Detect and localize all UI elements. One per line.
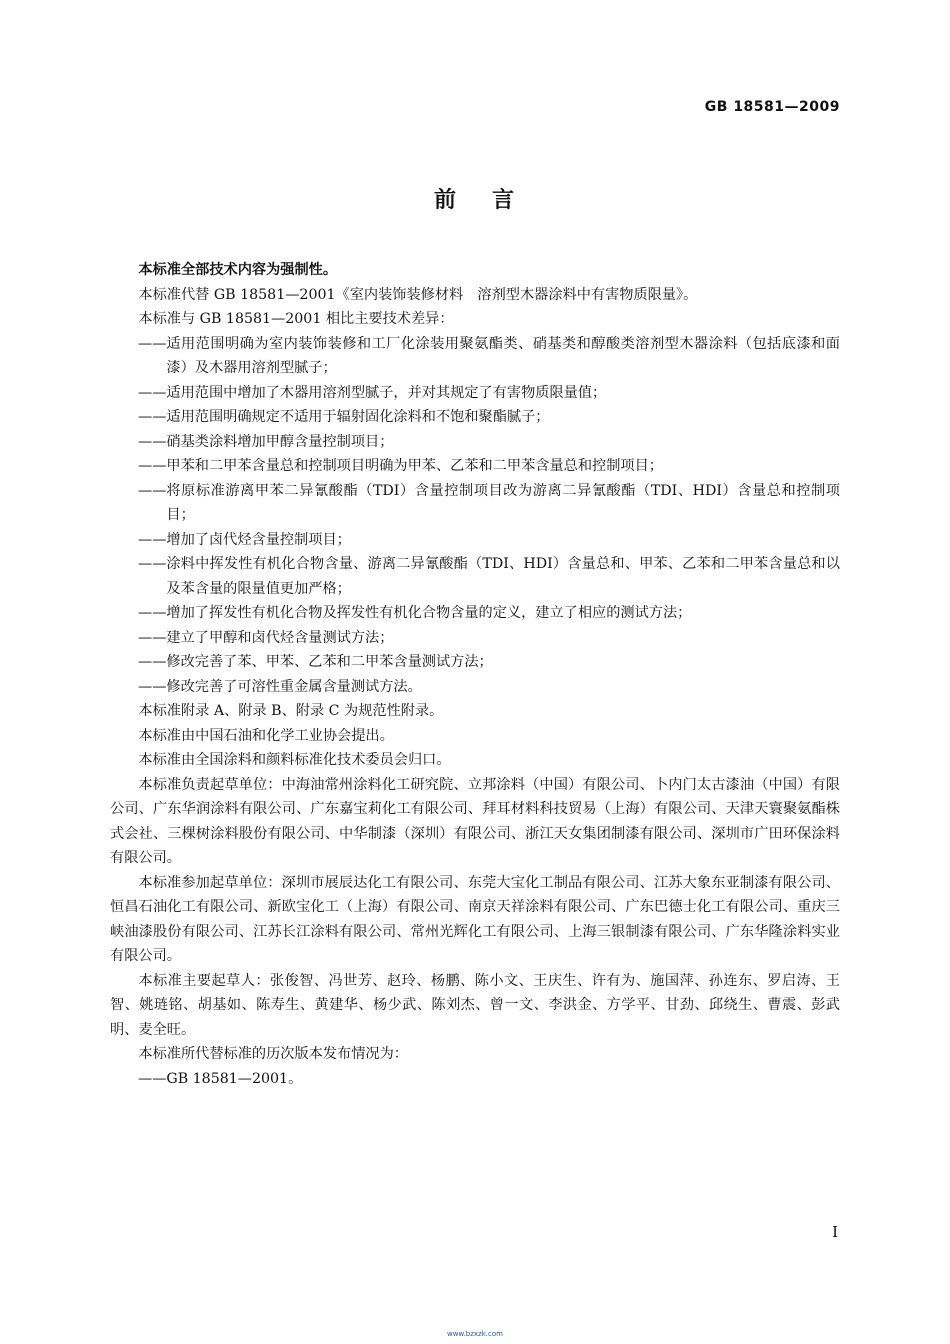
difference-text: 涂料中挥发性有机化合物含量、游离二异氰酸酯（TDI、HDI）含量总和、甲苯、乙苯和二甲苯含量总和以及苯含量的限量值更加严格； bbox=[166, 556, 840, 597]
title-char-1: 前 bbox=[433, 188, 458, 213]
difference-item bbox=[110, 405, 840, 430]
page-number: I bbox=[832, 1223, 838, 1241]
dash-mark: —— bbox=[138, 531, 167, 548]
watermark-url: www.bzxzk.com bbox=[447, 1330, 503, 1338]
dash-mark: —— bbox=[138, 605, 167, 621]
dash-mark: —— bbox=[138, 482, 167, 499]
paragraph-annexes: 本标准附录 A、附录 B、附录 C 为规范性附录。 bbox=[138, 703, 444, 719]
paragraph-differences-intro: 本标准与 GB 18581—2001 相比主要技术差异： bbox=[138, 311, 454, 327]
difference-item bbox=[110, 479, 840, 528]
paragraph-mandatory: 本标准全部技术内容为强制性。 bbox=[138, 262, 338, 278]
difference-text: 增加了卤代烃含量控制项目； bbox=[166, 531, 351, 548]
history-text: GB 18581—2001。 bbox=[166, 1070, 303, 1087]
dash-mark: —— bbox=[138, 556, 167, 572]
difference-item bbox=[110, 332, 840, 381]
page-title bbox=[0, 183, 950, 214]
difference-item bbox=[110, 650, 840, 675]
difference-text: 适用范围明确规定不适用于辐射固化涂料和不饱和聚酯腻子； bbox=[166, 409, 550, 425]
paragraph-drafters: 本标准主要起草人：张俊智、冯世芳、赵玲、杨鹏、陈小文、王庆生、许有为、施国萍、孙连东、罗启涛、王智、姚琏铭、胡基如、陈寿生、黄建华、杨少武、陈刘杰、曾一文、李洪金、方学平、甘劲、邱绕生、曹震、彭武明、麦全旺。 bbox=[110, 972, 840, 1038]
difference-text: 适用范围中增加了木器用溶剂型腻子，并对其规定了有害物质限量值； bbox=[166, 384, 607, 401]
difference-item bbox=[110, 626, 840, 651]
difference-text: 甲苯和二甲苯含量总和控制项目明确为甲苯、乙苯和二甲苯含量总和控制项目； bbox=[166, 458, 663, 474]
difference-item bbox=[110, 552, 840, 601]
difference-item bbox=[110, 601, 840, 626]
foreword-body bbox=[110, 258, 840, 1091]
paragraph-replaces: 本标准代替 GB 18581—2001《室内装饰装修材料 溶剂型木器涂料中有害物质限量》。 bbox=[138, 286, 698, 303]
difference-text: 硝基类涂料增加甲醇含量控制项目； bbox=[166, 433, 394, 450]
title-char-2: 言 bbox=[492, 188, 517, 213]
difference-item bbox=[110, 675, 840, 700]
dash-mark: —— bbox=[138, 629, 167, 646]
difference-item bbox=[110, 454, 840, 479]
dash-mark: —— bbox=[138, 384, 167, 401]
history-item bbox=[110, 1067, 840, 1092]
paragraph-history-intro: 本标准所代替标准的历次版本发布情况为： bbox=[138, 1046, 408, 1062]
standard-number: GB 18581—2009 bbox=[704, 99, 840, 115]
difference-text: 建立了甲醇和卤代烃含量测试方法； bbox=[166, 629, 394, 646]
dash-mark: —— bbox=[138, 433, 167, 450]
dash-mark: —— bbox=[138, 654, 167, 670]
paragraph-proposed-by: 本标准由中国石油和化学工业协会提出。 bbox=[138, 727, 394, 744]
difference-item bbox=[110, 528, 840, 553]
dash-mark: —— bbox=[138, 458, 167, 474]
difference-item bbox=[110, 430, 840, 455]
paragraph-responsible-committee: 本标准由全国涂料和颜料标准化技术委员会归口。 bbox=[138, 752, 451, 768]
difference-item bbox=[110, 381, 840, 406]
difference-text: 增加了挥发性有机化合物及挥发性有机化合物含量的定义，建立了相应的测试方法； bbox=[166, 605, 692, 621]
dash-mark: —— bbox=[138, 335, 167, 352]
difference-text: 修改完善了可溶性重金属含量测试方法。 bbox=[166, 678, 422, 695]
difference-text: 适用范围明确为室内装饰装修和工厂化涂装用聚氨酯类、硝基类和醇酸类溶剂型木器涂料（包括底漆和面漆）及木器用溶剂型腻子； bbox=[166, 335, 840, 376]
difference-text: 修改完善了苯、甲苯、乙苯和二甲苯含量测试方法； bbox=[166, 654, 493, 670]
dash-mark: —— bbox=[138, 678, 167, 695]
dash-mark: —— bbox=[138, 1070, 167, 1087]
paragraph-participating-units: 本标准参加起草单位：深圳市展辰达化工有限公司、东莞大宝化工制品有限公司、江苏大象东亚制漆有限公司、恒昌石油化工有限公司、新欧宝化工（上海）有限公司、南京天祥涂料有限公司、广东巴德士化工有限公司、重庆三峡油漆股份有限公司、江苏长江涂料有限公司、常州光辉化工有限公司、上海三银制漆有限公司、广东华隆涂料实业有限公司。 bbox=[110, 874, 840, 964]
dash-mark: —— bbox=[138, 409, 167, 425]
difference-text: 将原标准游离甲苯二异氰酸酯（TDI）含量控制项目改为游离二异氰酸酯（TDI、HDI）含量总和控制项目； bbox=[166, 482, 840, 523]
paragraph-drafting-units: 本标准负责起草单位：中海油常州涂料化工研究院、立邦涂料（中国）有限公司、卜内门太古漆油（中国）有限公司、广东华润涂料有限公司、广东嘉宝莉化工有限公司、拜耳材料科技贸易（上海）有限公司、天津天寰聚氨酯株式会社、三棵树涂料股份有限公司、中华制漆（深圳）有限公司、浙江天女集团制漆有限公司、深圳市广田环保涂料有限公司。 bbox=[110, 776, 840, 866]
